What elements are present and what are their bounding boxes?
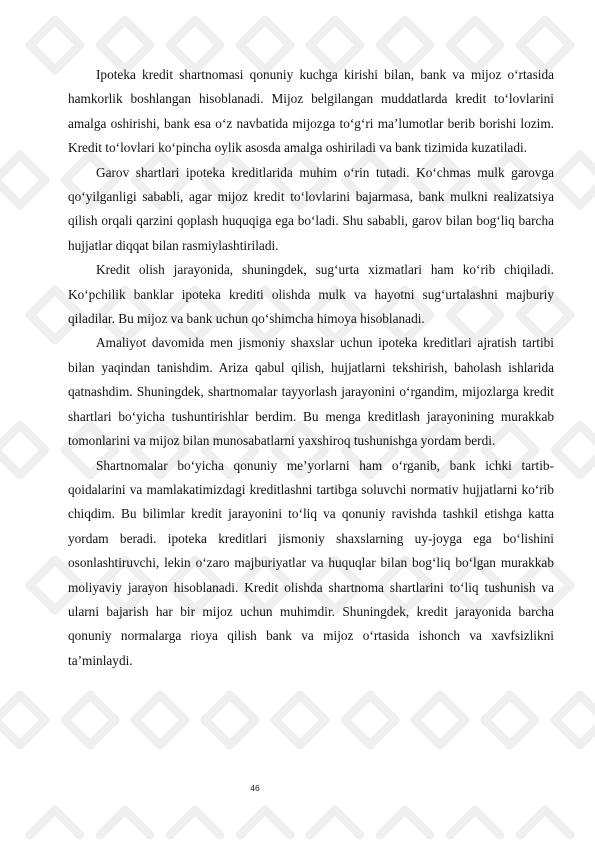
- paragraph-mortgage-agreement: Ipoteka kredit shartnomasi qonuniy kuchga kirishi bilan, bank va mijoz o‘rtasida hamkorlik boshlangan hisoblanadi. Mijoz belgilangan muddatlarda kredit to‘lovlarini amalga oshirishi, bank esa o‘z navbatida mijozga to‘g‘ri ma’lumotlar berib borishi lozim. Kredit to‘lovlari ko‘pincha oylik asosda amalga oshiriladi va bank tizimida kuzatiladi.: [68, 67, 554, 156]
- paragraph-collateral-terms: Garov shartlari ipoteka kreditlarida muhim o‘rin tutadi. Ko‘chmas mulk garovga qo‘yilganligi sababli, agar mijoz kredit to‘lovlarini bajarmasa, bank mulkni realizatsiya qilish orqali qarzini qoplash huquqiga ega bo‘ladi. Shu sababli, garov bilan bog‘liq barcha hujjatlar diqqat bilan rasmiylashtiriladi.: [68, 164, 554, 253]
- paragraph-legal-norms-conclusion: Shartnomalar bo‘yicha qonuniy me’yorlarni ham o‘rganib, bank ichki tartib-qoidalarini va mamlakatimizdagi kreditlashni tartibga soluvchi normativ hujjatlarni ko‘rib chiqdim. Bu bilimlar kredit jarayonini to‘liq va qonuniy ravishda tashkil etishga katta yordam beradi. ipoteka kreditlari jismoniy shaxslarning uy-joyga ega bo‘lishini osonlashtiruvchi, lekin o‘zaro majburiyatlar va huquqlar bilan bog‘liq bo‘lgan murakkab moliyaviy jarayon hisoblanadi. Kredit olishda shartnoma shartlarini to‘liq tushunish va ularni bajarish har bir mijoz uchun muhimdir. Shuningdek, kredit jarayonida barcha qonuniy normalarga rioya qilish bank va mijoz o‘rtasida ishonch va xavfsizlikni ta’minlaydi.: [68, 457, 554, 668]
- page-body: [68, 63, 554, 673]
- paragraph-internship-experience: Amaliyot davomida men jismoniy shaxslar uchun ipoteka kreditlari ajratish tartibi bilan yaqindan tanishdim. Ariza qabul qilish, hujjatlarni tekshirish, baholash ishlarida qatnashdim. Shuningdek, shartnomalar tayyorlash jarayonini o‘rgandim, mijozlarga kredit shartlari bo‘yicha tushuntirishlar berdim. Bu menga kreditlash jarayonining murakkab tomonlarini va mijoz bilan munosabatlarni yaxshiroq tushunishga yordam berdi.: [68, 335, 554, 449]
- paragraph-insurance: Kredit olish jarayonida, shuningdek, sug‘urta xizmatlari ham ko‘rib chiqiladi. Ko‘pchilik banklar ipoteka krediti olishda mulk va hayotni sug‘urtalashni majburiy qiladilar. Bu mijoz va bank uchun qo‘shimcha himoya hisoblanadi.: [68, 262, 554, 327]
- page-number: 46: [250, 783, 260, 793]
